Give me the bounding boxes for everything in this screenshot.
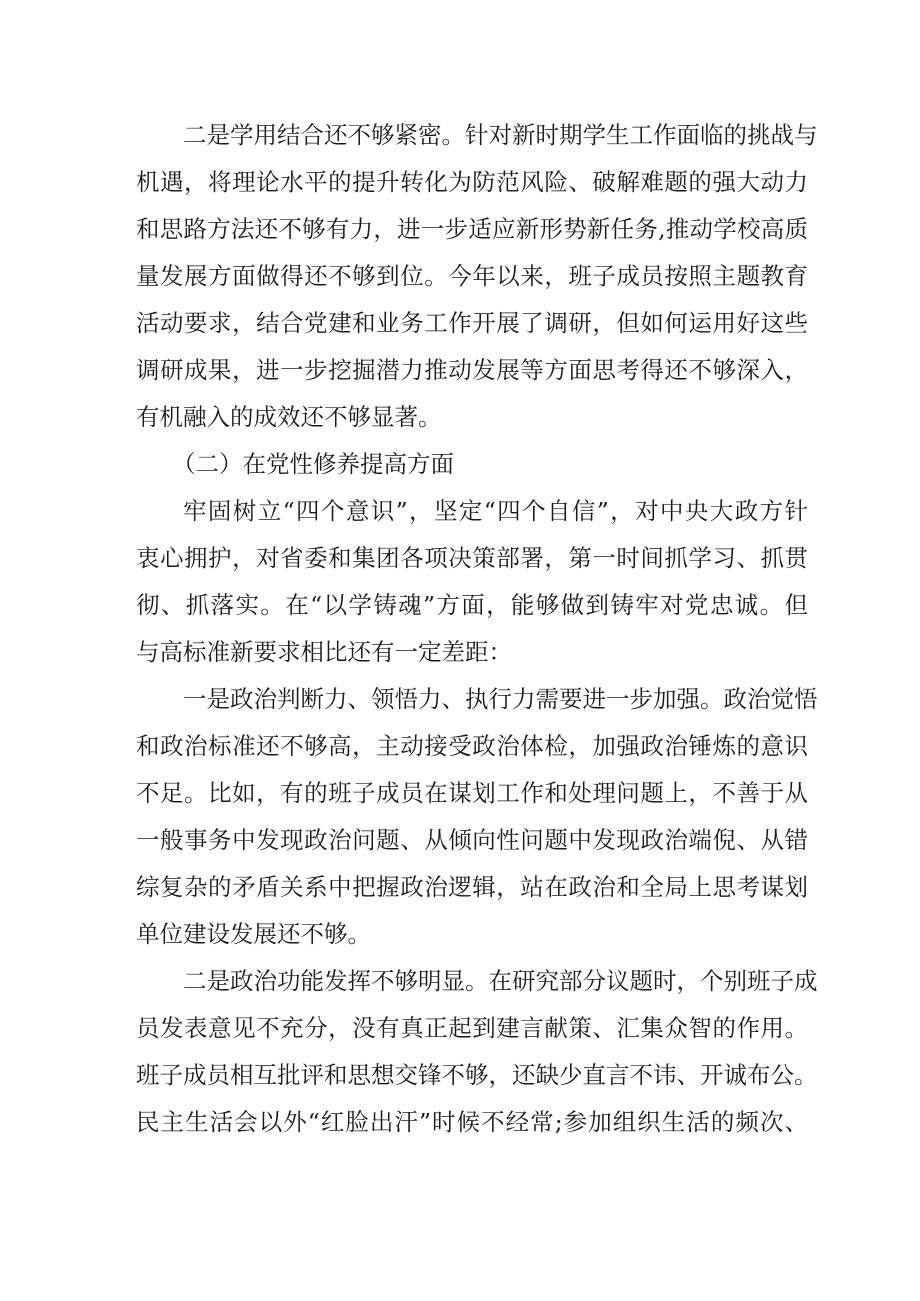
text-line: 和思路方法还不够有力，进一步适应新形势新任务,推动学校高质 (136, 215, 808, 243)
text-line: 量发展方面做得还不够到位。今年以来，班子成员按照主题教育 (136, 262, 808, 290)
text-line: 员发表意见不充分，没有真正起到建言献策、汇集众智的作用。 (136, 1014, 808, 1042)
text-line: 调研成果，进一步挖掘潜力推动发展等方面思考得还不够深入， (136, 356, 808, 384)
text-line: 一是政治判断力、领悟力、执行力需要进一步加强。政治觉悟 (183, 685, 818, 713)
section-heading-party-spirit (136, 441, 808, 488)
text-line: 民主生活会以外“红脸出汗”时候不经常;参加组织生活的频次、 (136, 1108, 808, 1136)
text-line: 牢固树立“四个意识”，坚定“四个自信”，对中央大政方针 (183, 497, 808, 525)
paragraph-political-function (136, 958, 818, 1146)
text-line: 和政治标准还不够高，主动接受政治体检，加强政治锤炼的意识 (136, 732, 808, 760)
text-line: 彻、抓落实。在“以学铸魂”方面，能够做到铸牢对党忠诚。但 (136, 591, 808, 619)
text-line: 二是学用结合还不够紧密。针对新时期学生工作面临的挑战与 (183, 121, 818, 149)
text-line: 班子成员相互批评和思想交锋不够，还缺少直言不讳、开诚布公。 (136, 1061, 818, 1089)
paragraph-four-consciousness (136, 488, 808, 676)
text-line: 有机融入的成效还不够显著。 (136, 403, 442, 431)
text-line: 机遇，将理论水平的提升转化为防范风险、破解难题的强大动力 (136, 168, 808, 196)
text-line: 不足。比如，有的班子成员在谋划工作和处理问题上，不善于从 (136, 779, 808, 807)
paragraph-political-judgment (136, 676, 818, 958)
text-line: 一般事务中发现政治问题、从倾向性问题中发现政治端倪、从错 (136, 826, 808, 854)
document-body (136, 112, 818, 1146)
text-line: 活动要求，结合党建和业务工作开展了调研，但如何运用好这些 (136, 309, 808, 337)
section-heading: （二）在党性修养提高方面 (172, 450, 454, 478)
paragraph-study-application (136, 112, 818, 441)
text-line: 单位建设发展还不够。 (136, 920, 371, 948)
text-line: 衷心拥护，对省委和集团各项决策部署，第一时间抓学习、抓贯 (136, 544, 808, 572)
text-line: 二是政治功能发挥不够明显。在研究部分议题时，个别班子成 (183, 967, 818, 995)
text-line: 与高标准新要求相比还有一定差距： (136, 638, 512, 666)
text-line: 综复杂的矛盾关系中把握政治逻辑，站在政治和全局上思考谋划 (136, 873, 808, 901)
